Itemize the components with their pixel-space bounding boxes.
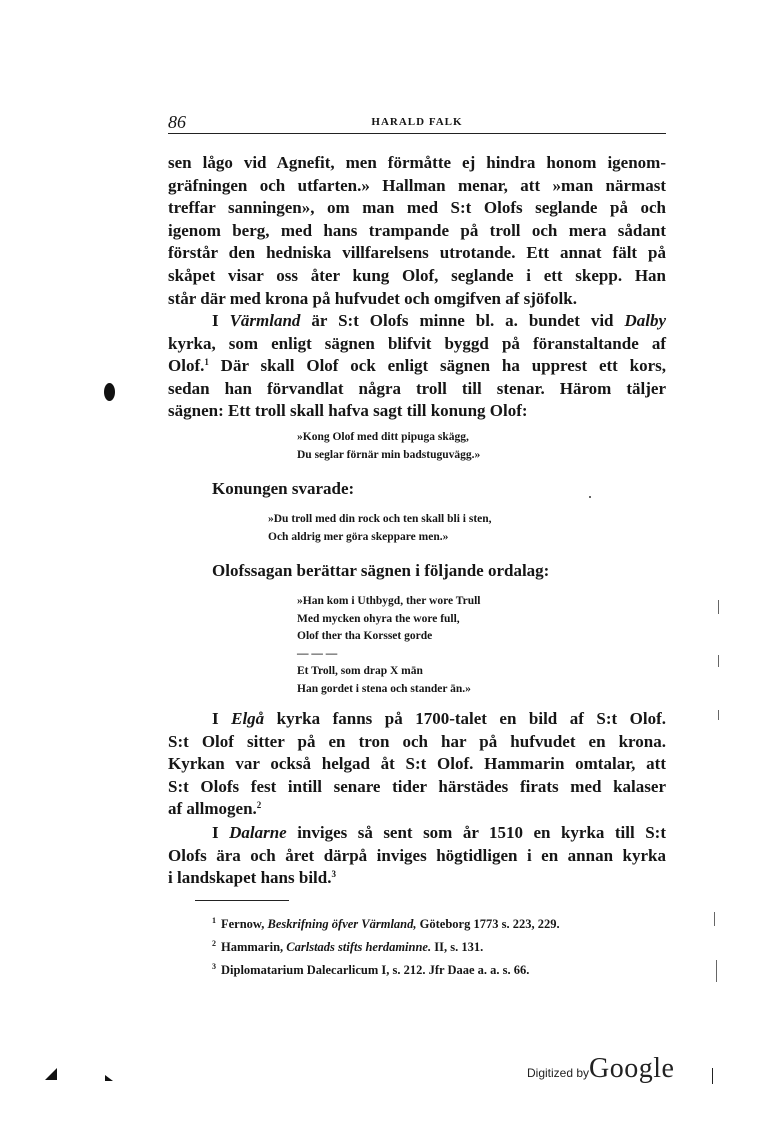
scan-speck xyxy=(718,710,719,720)
verse-3 xyxy=(297,593,481,699)
scan-blot xyxy=(104,383,115,401)
verse-1 xyxy=(297,429,480,464)
text-line: sen lågo vid Agnefit, men förmåtte ej hindra honom igenom- xyxy=(168,153,666,172)
page-number: 86 xyxy=(168,112,186,132)
paragraph-1 xyxy=(168,152,666,310)
text-line: skåpet visar oss åter kung Olof, seglande i ett skepp. Han xyxy=(168,265,666,285)
scan-blot xyxy=(105,1075,113,1081)
header-rule xyxy=(168,133,666,134)
footnote-ref: 3 xyxy=(331,869,336,880)
verse-line: »Du troll med din rock och ten skall bli i sten, xyxy=(268,513,492,525)
scan-blot xyxy=(45,1068,57,1080)
digitized-watermark xyxy=(527,1053,674,1085)
place-name: Dalarne xyxy=(229,823,287,842)
footnote-3: $^3$ Diplomatarium Dalecarlicum I, s. 212. Jfr Daae a. a. s. 66. xyxy=(212,962,530,977)
text-line: S:t Olof sitter på en tron och har på hufvudet en krona. xyxy=(168,731,666,751)
text-line: I Elgå kyrka fanns på 1700-talet en bild af S:t Olof. xyxy=(212,709,667,728)
google-logo: Google xyxy=(589,1053,675,1084)
text-line: Olofs ära och året därpå inviges högtidligen i en annan kyrka xyxy=(168,845,666,865)
paragraph-4 xyxy=(168,822,666,890)
verse-line: »Kong Olof med ditt pipuga skägg, xyxy=(297,431,469,443)
text-line: kyrka, som enligt sägnen blifvit byggd på föranstaltande af xyxy=(168,333,666,353)
konungen-line: Konungen svarade: xyxy=(212,479,355,498)
text-line: i landskapet hans bild.$^3$ xyxy=(168,868,336,888)
scan-speck xyxy=(718,655,719,667)
text-line: I Dalarne inviges så sent som år 1510 en kyrka till S:t xyxy=(212,823,666,842)
verse-line: — — — xyxy=(297,647,338,660)
footnote-ref: 2 xyxy=(256,800,262,811)
running-head: HARALD FALK xyxy=(371,116,463,128)
text-line: I Värmland är S:t Olofs minne bl. a. bundet vid Dalby xyxy=(212,311,666,330)
footnotes xyxy=(212,911,560,980)
text-line: igenom berg, med hans trampande på troll och mera sådant xyxy=(168,220,666,240)
footnote-ref: 1 xyxy=(204,357,209,368)
text-line: af allmogen.$^2$ xyxy=(168,799,262,819)
verse-line: Du seglar förnär min badstuguvägg.» xyxy=(297,448,481,461)
place-name: Värmland xyxy=(229,311,301,330)
footnote-rule xyxy=(195,900,289,901)
digitized-label: Digitized by xyxy=(527,1066,590,1080)
scan-speck xyxy=(589,496,591,498)
scan-speck xyxy=(712,1068,713,1084)
place-name: Dalby xyxy=(624,311,666,330)
page-header xyxy=(168,112,666,134)
verse-line: »Han kom i Uthbygd, ther wore Trull xyxy=(297,595,481,607)
scan-speck xyxy=(716,960,717,982)
text-line: Olof.$^1$ Där skall Olof ock enligt sägnen ha upprest ett kors, xyxy=(168,356,666,376)
verse-line: Och aldrig mer göra skeppare men.» xyxy=(268,530,449,543)
text-line: står där med krona på hufvudet och omgifven af sjöfolk. xyxy=(168,288,577,308)
verse-2 xyxy=(268,511,492,546)
text-line: gräfningen och utfarten.» Hallman menar, att »man närmast xyxy=(168,175,666,195)
text-line: S:t Olofs fest intill senare tider härstädes firats med kalaser xyxy=(168,776,666,796)
text-line: Kyrkan var också helgad åt S:t Olof. Hammarin omtalar, att xyxy=(168,754,666,774)
footnote-1: $^1$ Fernow, Beskrifning öfver Värmland, Göteborg 1773 s. 223, 229. xyxy=(212,916,560,931)
text-line: förstår den hedniska villfarelsens utrotande. Ett annat fält på xyxy=(168,243,666,263)
text-line: treffar sanningen», om man med S:t Olofs seglande på och xyxy=(168,198,666,218)
verse-line: Han gordet i stena och stander ān.» xyxy=(297,682,471,695)
text-line: sedan han förvandlat några troll till stenar. Härom täljer xyxy=(168,378,666,398)
place-name: Elgå xyxy=(231,709,265,728)
footnote-2: $^2$ Hammarin, Carlstads stifts herdaminne. II, s. 131. xyxy=(212,939,484,954)
verse-line: Et Troll, som drap X mān xyxy=(297,665,423,678)
olofssagan-line: Olofssagan berättar sägnen i följande ordalag: xyxy=(212,561,550,580)
paragraph-3 xyxy=(168,708,666,821)
scan-speck xyxy=(718,600,719,614)
verse-line: Med mycken ohyra the wore full, xyxy=(297,612,460,625)
paragraph-2 xyxy=(168,310,666,423)
scan-speck xyxy=(714,912,715,926)
verse-line: Olof ther tha Korsset gorde xyxy=(297,630,433,643)
text-line: sägnen: Ett troll skall hafva sagt till konung Olof: xyxy=(168,401,528,421)
